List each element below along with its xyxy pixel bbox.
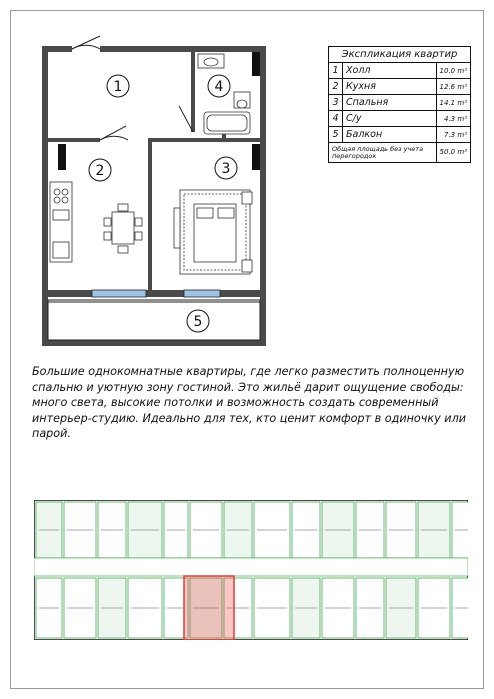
corridor bbox=[34, 558, 468, 576]
total-row bbox=[329, 143, 471, 163]
kitchen-furniture bbox=[50, 182, 142, 262]
room-name: Спальня bbox=[343, 95, 437, 111]
explication-row bbox=[329, 63, 471, 79]
room-name: С/у bbox=[343, 111, 437, 127]
room-name: Балкон bbox=[343, 127, 437, 143]
bedroom-furniture bbox=[174, 190, 252, 274]
bathroom-fixtures bbox=[198, 54, 250, 134]
kitchen-door bbox=[100, 126, 128, 140]
balcony bbox=[48, 300, 260, 340]
room-number: 3 bbox=[329, 95, 343, 111]
room-marker-3-label: 3 bbox=[221, 161, 231, 177]
room-area: 10.0 m² bbox=[436, 63, 470, 79]
explication-row bbox=[329, 111, 471, 127]
room-marker-5-label: 5 bbox=[193, 314, 203, 330]
explication-row bbox=[329, 95, 471, 111]
room-number: 2 bbox=[329, 79, 343, 95]
explication-row bbox=[329, 127, 471, 143]
explication-title: Экспликация квартир bbox=[329, 47, 471, 63]
total-area: 50.0 m² bbox=[436, 143, 470, 163]
explication-table bbox=[328, 46, 471, 163]
room-area: 12.6 m² bbox=[436, 79, 470, 95]
room-number: 1 bbox=[329, 63, 343, 79]
room-area: 7.3 m² bbox=[436, 127, 470, 143]
room-area: 4.3 m² bbox=[436, 111, 470, 127]
highlighted-apartment bbox=[184, 576, 234, 640]
room-name: Кухня bbox=[343, 79, 437, 95]
room-number: 5 bbox=[329, 127, 343, 143]
building-floor-scheme bbox=[34, 500, 468, 640]
columns bbox=[58, 52, 260, 170]
room-number: 4 bbox=[329, 111, 343, 127]
explication-row bbox=[329, 79, 471, 95]
room-marker-2-label: 2 bbox=[95, 163, 105, 179]
apartment-floor-plan bbox=[38, 32, 322, 350]
room-marker-4-label: 4 bbox=[214, 79, 224, 95]
room-area: 14.1 m² bbox=[436, 95, 470, 111]
room-name: Холл bbox=[343, 63, 437, 79]
total-label: Общая площадь без учета перегородок bbox=[329, 143, 437, 163]
room-marker-1-label: 1 bbox=[113, 79, 123, 95]
bathroom-door bbox=[179, 106, 193, 132]
apartment-description: Большие однокомнатные квартиры, где легко разместить полноценную спальню и уютную зону гостиной. Это жильё дарит ощущение свободы: много света, высокие потолки и возможность создать современный интерьер-студию. Идеально для тех, кто ценит комфорт в одиночку или парой. bbox=[32, 365, 466, 440]
entrance-door bbox=[72, 36, 100, 49]
